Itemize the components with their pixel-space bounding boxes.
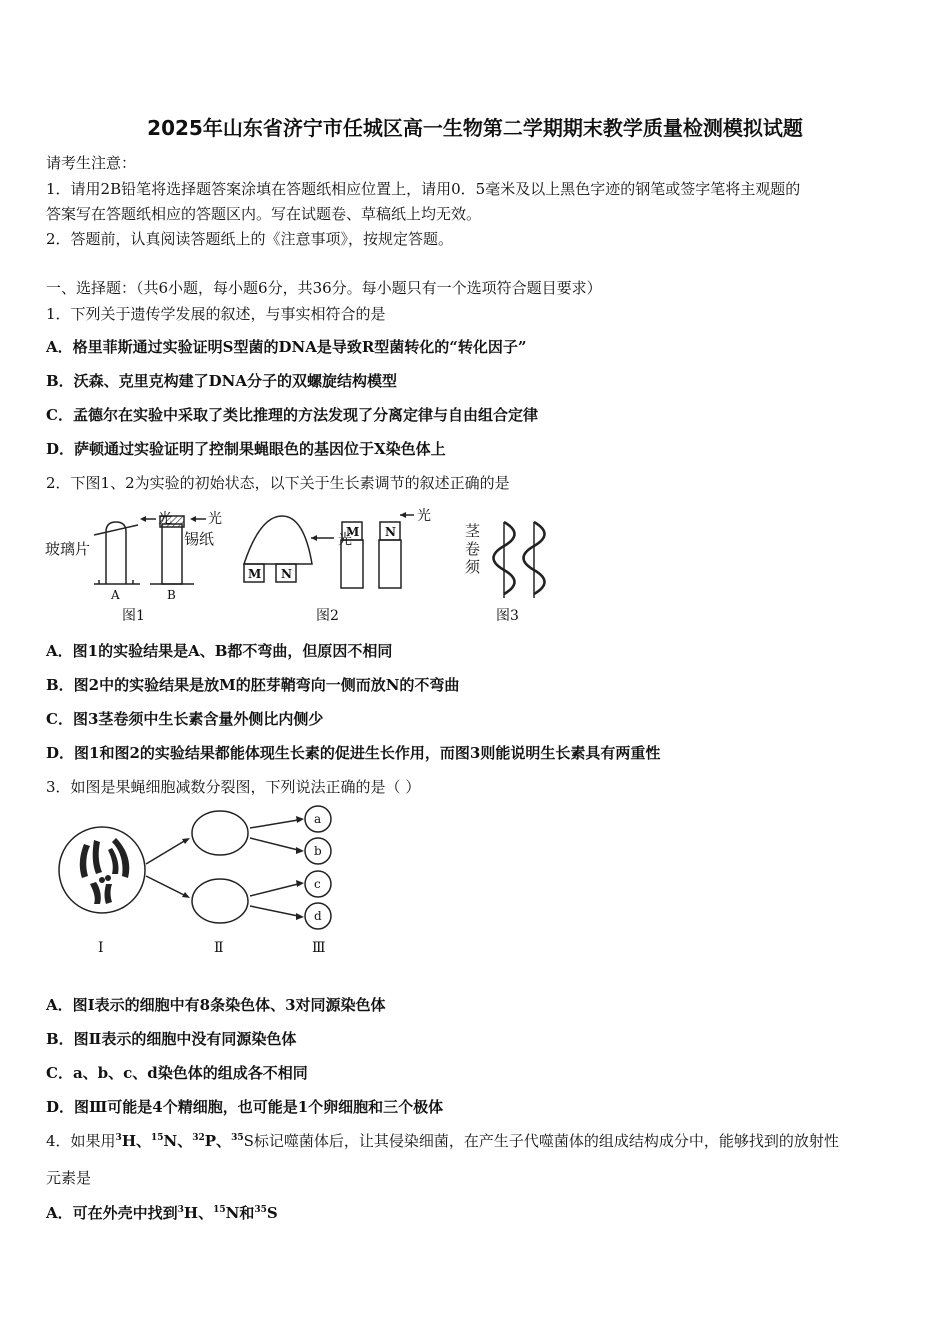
q4-a-sup-3: 3 bbox=[177, 1205, 184, 1215]
tendril-label-1: 茎 bbox=[465, 522, 481, 540]
q1-stem: 1．下列关于遗传学发展的叙述，与事实相符合的是 bbox=[46, 305, 386, 323]
cell-b-label: b bbox=[314, 844, 322, 858]
q3-option-d: D．图Ⅲ可能是4个精细胞，也可能是1个卵细胞和三个极体 bbox=[46, 1098, 444, 1116]
q2-option-b: B．图2中的实验结果是放M的胚芽鞘弯向一侧而放N的不弯曲 bbox=[46, 676, 460, 694]
fig1-caption: 图1 bbox=[122, 608, 145, 624]
tendril-label-3: 须 bbox=[465, 558, 481, 576]
cell-two-top bbox=[192, 811, 248, 855]
q4-a-h: H、 bbox=[183, 1204, 214, 1222]
glass-plate bbox=[94, 525, 138, 535]
q4-sup-3: 3 bbox=[115, 1133, 122, 1143]
q4-n: N、 bbox=[163, 1132, 193, 1150]
notice-heading: 请考生注意： bbox=[46, 154, 137, 172]
q4-p: P、 bbox=[204, 1132, 232, 1150]
q1-option-a: A．格里菲斯通过实验证明S型菌的DNA是导致R型菌转化的“转化因子” bbox=[46, 338, 527, 356]
light-label-2: 光 bbox=[208, 511, 222, 527]
stage-ii-label: Ⅱ bbox=[214, 940, 224, 956]
cell-two-bottom bbox=[192, 879, 248, 923]
fig3-caption: 图3 bbox=[496, 608, 519, 624]
q4-stem bbox=[46, 1130, 839, 1151]
coleoptile-n bbox=[379, 540, 401, 588]
block-n-label: N bbox=[281, 567, 292, 581]
label-b: B bbox=[167, 588, 176, 602]
q4-stem-line2: 元素是 bbox=[46, 1169, 92, 1187]
coleoptile-m-label: M bbox=[346, 525, 360, 539]
tendril-label-2: 卷 bbox=[465, 540, 481, 558]
coleoptile-b bbox=[162, 524, 182, 584]
cell-d-label: d bbox=[314, 909, 322, 923]
q2-option-d: D．图1和图2的实验结果都能体现生长素的促进生长作用，而图3则能说明生长素具有两重性 bbox=[46, 744, 661, 762]
q4-a-sup-15: 15 bbox=[213, 1205, 226, 1215]
fig2-caption: 图2 bbox=[316, 608, 339, 624]
q4-sup-15: 15 bbox=[151, 1133, 164, 1143]
light-label-4: 光 bbox=[417, 508, 431, 524]
q2-figure bbox=[44, 502, 564, 628]
section-heading: 一、选择题：（共6小题，每小题6分，共36分。每小题只有一个选项符合题目要求） bbox=[46, 279, 602, 297]
q1-option-d: D．萨顿通过实验证明了控制果蝇眼色的基因位于X染色体上 bbox=[46, 440, 446, 458]
q4-a-s: S bbox=[266, 1204, 278, 1222]
q4-stem-post: S标记噬菌体后，让其侵染细菌，在产生子代噬菌体的组成结构成分中，能够找到的放射性 bbox=[243, 1132, 839, 1150]
agar-dome bbox=[244, 516, 312, 564]
q2-stem: 2．下图1、2为实验的初始状态，以下关于生长素调节的叙述正确的是 bbox=[46, 474, 510, 492]
q3-option-a: A．图Ⅰ表示的细胞中有8条染色体、3对同源染色体 bbox=[46, 996, 386, 1014]
q4-stem-pre: 4．如果用 bbox=[46, 1132, 116, 1150]
cell-one bbox=[59, 827, 145, 913]
q1-option-c: C．孟德尔在实验中采取了类比推理的方法发现了分离定律与自由组合定律 bbox=[46, 406, 538, 424]
coleoptile-n-label: N bbox=[385, 525, 396, 539]
light-label-3: 光 bbox=[338, 532, 352, 548]
notice-item-1b: 答案写在答题纸相应的答题区内。写在试题卷、草稿纸上均无效。 bbox=[46, 205, 482, 223]
stage-i-label: Ⅰ bbox=[98, 940, 104, 956]
q3-option-c: C．a、b、c、d染色体的组成各不相同 bbox=[46, 1064, 308, 1082]
q4-a-sup-35: 35 bbox=[254, 1205, 267, 1215]
q3-stem: 3．如图是果蝇细胞减数分裂图，下列说法正确的是（ ） bbox=[46, 778, 421, 796]
q2-option-a: A．图1的实验结果是A、B都不弯曲，但原因不相同 bbox=[46, 642, 393, 660]
q3-option-b: B．图Ⅱ表示的细胞中没有同源染色体 bbox=[46, 1030, 297, 1048]
cell-c-label: c bbox=[314, 877, 321, 891]
light-label-1: 光 bbox=[158, 511, 172, 527]
q4-h: H、 bbox=[121, 1132, 151, 1150]
q4-a-n: N和 bbox=[225, 1204, 255, 1222]
notice-item-2: 2．答题前，认真阅读答题纸上的《注意事项》，按规定答题。 bbox=[46, 230, 454, 248]
block-m-label: M bbox=[248, 567, 262, 581]
q1-option-b: B．沃森、克里克构建了DNA分子的双螺旋结构模型 bbox=[46, 372, 398, 390]
q4-sup-35: 35 bbox=[231, 1133, 244, 1143]
q3-figure bbox=[54, 804, 344, 960]
foil-label: 锡纸 bbox=[184, 530, 215, 548]
cell-a-label: a bbox=[314, 812, 322, 826]
q4-option-a bbox=[46, 1202, 278, 1223]
glass-label: 玻璃片 bbox=[45, 540, 91, 558]
label-a: A bbox=[111, 588, 120, 602]
q4-sup-32: 32 bbox=[192, 1133, 205, 1143]
q4-a-pre: A．可在外壳中找到 bbox=[46, 1204, 178, 1222]
stage-iii-label: Ⅲ bbox=[312, 940, 326, 956]
notice-item-1a: 1．请用2B铅笔将选择题答案涂填在答题纸相应位置上，请用0．5毫米及以上黑色字迹的钢笔或签字笔将主观题的 bbox=[46, 180, 801, 198]
page-title: 2025年山东省济宁市任城区高一生物第二学期期末教学质量检测模拟试题 bbox=[147, 116, 803, 140]
q2-option-c: C．图3茎卷须中生长素含量外侧比内侧少 bbox=[46, 710, 324, 728]
